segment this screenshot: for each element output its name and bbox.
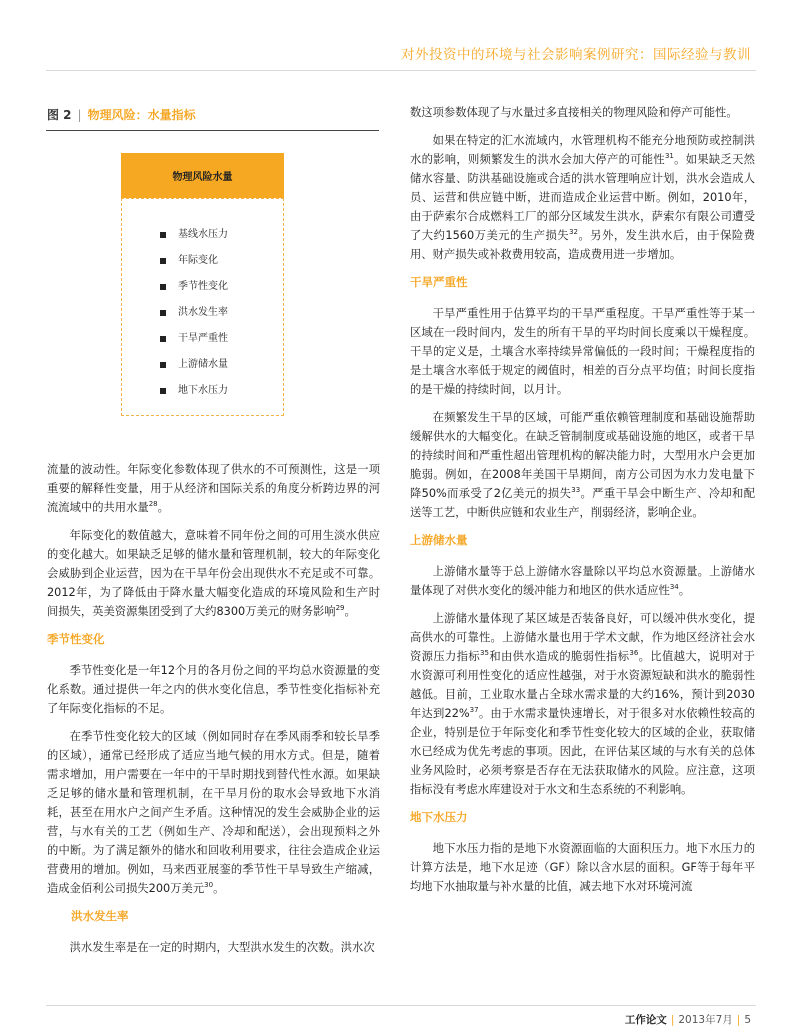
list-item: 上游储水量: [160, 352, 283, 378]
section-heading-drought: 干旱严重性: [410, 275, 468, 289]
paragraph: 干旱严重性用于估算平均的干旱严重程度。干旱严重性等于某一区域在一段时间内，发生的所有干旱的平均时间长度乘以干燥程度。干旱的定义是，土壤含水率持续异常偏低的一段时间；干燥程度指的是土壤含水率低于规定的阈值时，相差的百分点平均值；时间长度指的是干燥的持续时间，以月计。: [410, 307, 755, 396]
bullet-square-icon: [160, 388, 166, 394]
paragraph: 地下水压力指的是地下水资源面临的大面积压力。地下水压力的计算方法是，地下水足迹（GF）除以含水层的面积。GF等于每年平均地下水抽取量与补水量的比值，减去地下水对环境河流: [410, 842, 755, 893]
paragraph: 上游储水量体现了某区域是否装备良好，可以缓冲供水变化，提高供水的可靠性。上游储水量也用于学术文献，作为地区经济社会水资源压力指标$^{35}$和由供水造成的脆弱性指标$^{36}$。比值越大，说明对于水资源可利用性变化的适应性越强，对于水资源短缺和洪水的脆弱性越低。目前，工业取水量占全球水需求量的大约16%，预计到2030年达到22%$^{37}$。由于水需求量快速增长，对于很多对水依赖性较高的企业，特别是位于年际变化和季节性变化较大的区域的企业，获取储水已经成为优先考虑的事项。因此，在评估某区域的与水有关的总体业务风险时，必须考察是否存在无法获取储水的风险。应注意，这项指标没有考虑水库建设对于水文和生态系统的不利影响。: [410, 612, 755, 796]
paragraph: 数这项参数体现了与水量过多直接相关的物理风险和停产可能性。: [410, 106, 738, 119]
paragraph: 年际变化的数值越大，意味着不同年份之间的可用生淡水供应的变化越大。如果缺乏足够的储水量和管理机制，较大的年际变化会威胁到企业运营，因为在干旱年份会出现供水不充足或不可靠。2012年，为了降低由于降水量大幅变化造成的环境风险和生产时间损失，英美资源集团受到了大约8300万美元的财务影响$^{29}$。: [47, 529, 380, 618]
bullet-square-icon: [160, 284, 166, 290]
figure-separator: |: [77, 108, 82, 122]
section-heading-groundwater: 地下水压力: [410, 810, 468, 824]
header-title: 对外投资中的环境与社会影响案例研究：国际经验与教训: [401, 47, 751, 63]
figure-rule: [46, 130, 379, 131]
bullet-square-icon: [160, 362, 166, 368]
left-column: [47, 460, 380, 966]
section-heading-flood: 洪水发生率: [71, 909, 129, 923]
footer: [625, 1012, 751, 1027]
list-item: 基线水压力: [160, 222, 283, 248]
footer-separator: |: [670, 1014, 675, 1026]
paragraph: 上游储水量等于总上游储水容量除以平均总水资源量。上游储水量体现了对供水变化的缓冲能力和地区的供水适应性$^{34}$。: [410, 565, 755, 597]
figure-title: 物理风险：水量指标: [87, 108, 196, 122]
list-item: 干旱严重性: [160, 326, 283, 352]
paragraph: 季节性变化是一年12个月的各月份之间的平均总水资源量的变化系数。通过提供一年之内的供水变化信息，季节性变化指标补充了年际变化指标的不足。: [47, 664, 380, 715]
bullet-square-icon: [160, 232, 166, 238]
figure-box-body: [121, 198, 284, 416]
bullet-square-icon: [160, 310, 166, 316]
page-number: 5: [744, 1014, 751, 1026]
list-item: 洪水发生率: [160, 300, 283, 326]
bullet-square-icon: [160, 258, 166, 264]
paragraph: 在季节性变化较大的区域（例如同时存在季风雨季和较长旱季的区域），通常已经形成了适应当地气候的用水方式。但是，随着需求增加，用户需要在一年中的干旱时期找到替代性水源。如果缺乏足够的储水量和管理机制，在干旱月份的取水会导致地下水消耗，甚至在用水户之间产生矛盾。这种情况的发生会威胁企业的运营，与水有关的工艺（例如生产、冷却和配送），会出现预料之外的中断。为了满足额外的储水和回收利用要求，往往会造成企业运营费用的增加。例如，马来西亚展銮的季节性干旱导致生产缩减，造成金佰利公司损失200万美元$^{30}$。: [47, 730, 380, 895]
footer-separator: |: [736, 1014, 741, 1026]
figure-label: [47, 106, 196, 123]
footer-publication: 工作论文: [624, 1014, 667, 1026]
footer-rule: [46, 1005, 756, 1006]
paragraph: 流量的波动性。年际变化参数体现了供水的不可预测性，这是一项重要的解释性变量，用于从经济和国际关系的角度分析跨边界的河流流域中的共用水量$^{28}$。: [47, 463, 380, 514]
bullet-square-icon: [160, 336, 166, 342]
section-heading-upstream: 上游储水量: [410, 533, 468, 547]
list-item: 季节性变化: [160, 274, 283, 300]
paragraph: 洪水发生率是在一定的时期内，大型洪水发生的次数。洪水次: [69, 941, 375, 954]
paragraph: 在频繁发生干旱的区域，可能严重依赖管理制度和基础设施帮助缓解供水的大幅变化。在缺乏管制制度或基础设施的地区，或者干旱的持续时间和严重性超出管理机构的解决能力时，大型用水户会更加脆弱。例如，在2008年美国干旱期间，南方公司因为水力发电量下降50%而承受了2亿美元的损失$^{33}$。严重干旱会中断生产、冷却和配送等工艺，中断供应链和农业生产，削弱经济，影响企业。: [410, 411, 755, 519]
header-rule: [46, 70, 756, 71]
section-heading-seasonal: 季节性变化: [47, 632, 105, 646]
indicator-list: [122, 199, 283, 404]
list-item: 地下水压力: [160, 378, 283, 404]
right-column: [410, 103, 755, 905]
footer-date: 2013年7月: [678, 1014, 733, 1026]
paragraph: 如果在特定的汇水流域内，水管理机构不能充分地预防或控制洪水的影响，则频繁发生的洪水会加大停产的可能性$^{31}$。如果缺乏天然储水容量、防洪基础设施或合适的洪水管理响应计划，洪水会造成人员、运营和供应链中断，进而造成企业运营中断。例如，2010年，由于萨索尔合成燃料工厂的部分区域发生洪水，萨索尔有限公司遭受了大约1560万美元的生产损失$^{32}$。另外，发生洪水后，由于保险费用、财产损失或补救费用较高，造成费用进一步增加。: [410, 134, 755, 261]
figure-number: 图 2: [47, 108, 72, 122]
list-item: 年际变化: [160, 248, 283, 274]
figure-box-header: 物理风险水量: [121, 153, 284, 198]
